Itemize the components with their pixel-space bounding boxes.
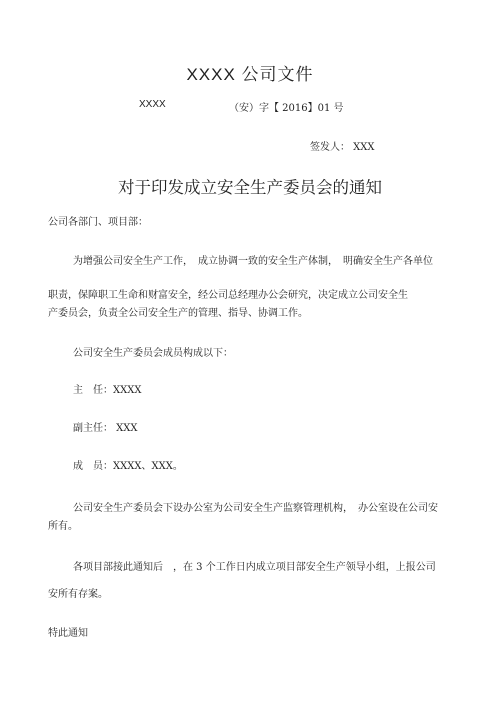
paragraph-3-line-2: 安所有存案。 bbox=[48, 589, 108, 600]
paragraph-1-line-3: 产委员会，负责全公司安全生产的管理、指导、协调工作。 bbox=[48, 308, 308, 319]
signer-line: 签发人： XXX bbox=[310, 142, 375, 153]
paragraph-1-line-1: 为增强公司安全生产工作， 成立协调一致的安全生产体制， 明确安全生产各单位 bbox=[73, 256, 433, 267]
paragraph-3-line-1: 各项目部接此通知后 ，在 3 个工作日内成立项目部安全生产领导小组，上报公司 bbox=[73, 562, 436, 573]
salutation: 公司各部门、项目部： bbox=[48, 217, 148, 228]
paragraph-2-line-2: 所有。 bbox=[48, 521, 78, 532]
paragraph-2-line-1: 公司安全生产委员会下设办公室为公司安全生产监察管理机构， 办公室设在公司安 bbox=[73, 503, 438, 514]
document-number: （安）字【 2016】01 号 bbox=[229, 103, 344, 114]
document-number-org: XXXX bbox=[139, 99, 166, 110]
paragraph-1-line-2: 职责，保障职工生命和财富安全，经公司总经理办公会研究，决定成立公司安全生 bbox=[48, 290, 408, 301]
document-title: XXXX 公司文件 bbox=[186, 65, 314, 84]
deputy-line: 副主任： XXX bbox=[73, 423, 138, 434]
members-intro: 公司安全生产委员会成员构成以下： bbox=[73, 348, 233, 359]
members-line: 成 员：XXXX、XXX。 bbox=[73, 461, 183, 472]
closing-text: 特此通知 bbox=[48, 628, 88, 639]
notice-heading: 对于印发成立安全生产委员会的通知 bbox=[118, 178, 382, 197]
director-line: 主 任：XXXX bbox=[73, 385, 142, 396]
